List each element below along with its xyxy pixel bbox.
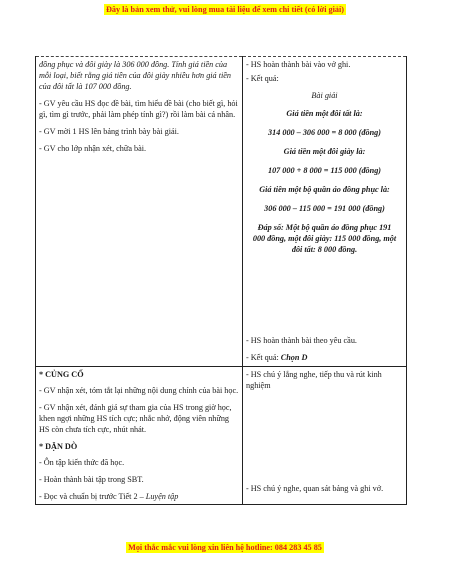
solution-title: Bài giải bbox=[311, 91, 338, 100]
student-line: - HS hoàn thành bài theo yêu cầu. bbox=[246, 336, 357, 345]
table-row bbox=[36, 367, 407, 505]
student-line: - Kết quả: bbox=[246, 74, 279, 83]
solution-answer: Đáp số: Một bộ quần áo đồng phục 191 000 đồng, một đôi giày: 115 000 đồng, một đôi tất: 8 000 đồng. bbox=[252, 223, 397, 254]
solution-step: Giá tiền một đôi tất là: bbox=[286, 109, 363, 118]
activity-item: - GV yêu cầu HS đọc đề bài, tìm hiểu đề bài (cho biết gì, hỏi gì, tìm gì trước, phải làm phép tính gì?) rồi làm bài cá nhân. bbox=[39, 99, 238, 119]
teacher-activity-cell bbox=[36, 367, 243, 505]
student-line: - Kết quả: Chọn D bbox=[246, 353, 308, 362]
student-line: - HS chú ý lắng nghe, tiếp thu và rút kinh nghiệm bbox=[246, 370, 382, 390]
spacer bbox=[246, 397, 403, 483]
solution-step: Giá tiền một đôi giày là: bbox=[283, 147, 366, 156]
section-heading: * CỦNG CỐ bbox=[39, 370, 84, 379]
solution-step: Giá tiền một bộ quần áo đồng phục là: bbox=[259, 185, 390, 194]
solution-step: 306 000 – 115 000 = 191 000 (đồng) bbox=[264, 204, 385, 213]
activity-item: - Đọc và chuẩn bị trước Tiết 2 – Luyện tập bbox=[39, 492, 179, 501]
activity-item: - GV nhận xét, tóm tắt lại những nội dung chính của bài học. bbox=[39, 386, 239, 395]
hotline-footer: Mọi thắc mắc vui lòng xin liên hệ hotline: 084 283 45 85 bbox=[128, 543, 322, 552]
table-row bbox=[36, 57, 407, 367]
preview-banner: Đây là bản xem thử, vui lòng mua tài liệu để xem chi tiết (có lời giải) bbox=[105, 5, 344, 14]
activity-item: - GV nhận xét, đánh giá sự tham gia của HS trong giờ học, khen ngợi những HS tích cực; nhắc nhở, động viên những HS còn chưa tích cực, nhút nhát. bbox=[39, 403, 232, 434]
activity-item: - Ôn tập kiến thức đã học. bbox=[39, 458, 125, 467]
activity-item: - Hoàn thành bài tập trong SBT. bbox=[39, 475, 144, 484]
activity-item: - GV mời 1 HS lên bảng trình bày bài giải. bbox=[39, 127, 179, 136]
problem-text: đồng phục và đôi giày là 306 000 đồng. Tính giá tiền của mỗi loại, biết rằng giá tiền của đôi giày nhiều hơn giá tiền của đôi tất là 107 000 đồng. bbox=[39, 60, 231, 91]
student-activity-cell bbox=[243, 367, 407, 505]
solution-step: 107 000 + 8 000 = 115 000 (đồng) bbox=[267, 166, 382, 175]
lesson-table bbox=[35, 56, 407, 505]
teacher-activity-cell bbox=[36, 57, 243, 367]
section-heading: * DẶN DÒ bbox=[39, 442, 78, 451]
student-activity-cell bbox=[243, 57, 407, 367]
spacer bbox=[246, 261, 403, 335]
answer-choice: Chọn D bbox=[280, 353, 308, 362]
student-line: - HS hoàn thành bài vào vở ghi. bbox=[246, 60, 351, 69]
activity-item: - GV cho lớp nhận xét, chữa bài. bbox=[39, 144, 147, 153]
solution-step: 314 000 – 306 000 = 8 000 (đồng) bbox=[268, 128, 381, 137]
student-line: - HS chú ý nghe, quan sát bảng và ghi vở. bbox=[246, 484, 384, 493]
